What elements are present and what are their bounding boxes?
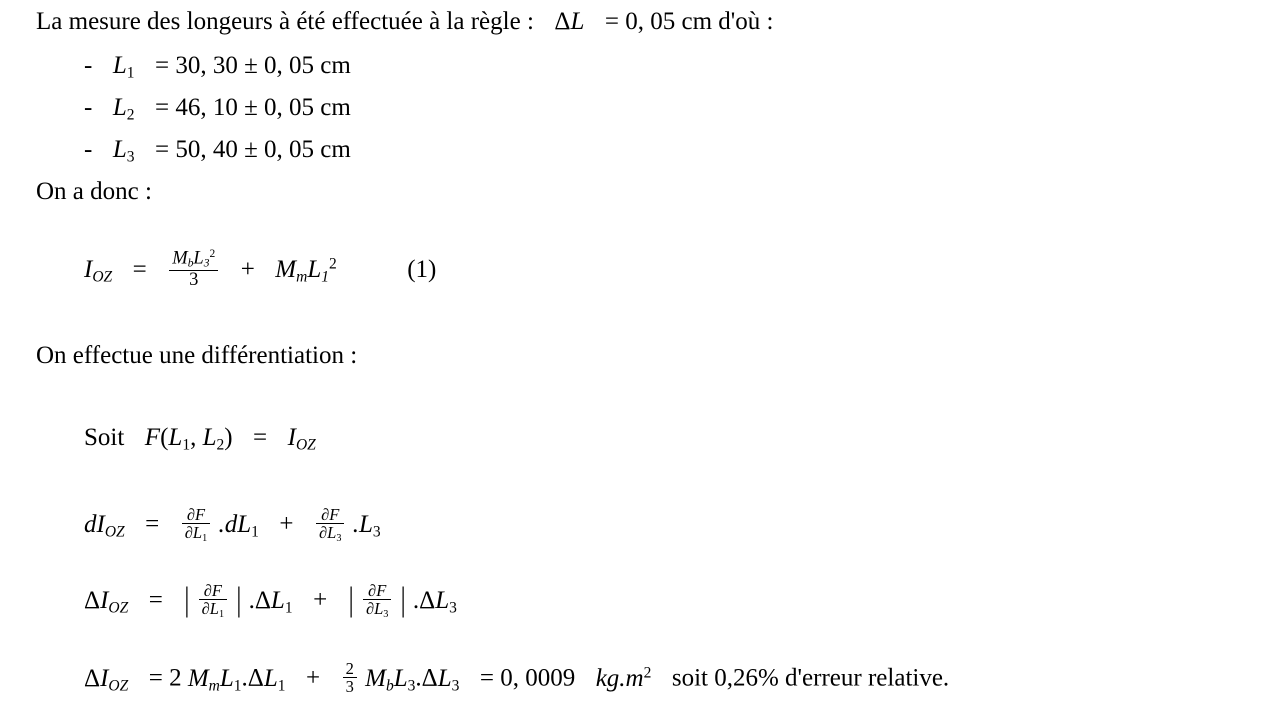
final-tail-text: soit 0,26% d'erreur relative. <box>671 664 950 692</box>
soit-paren-close: ) <box>224 424 233 451</box>
measurement-symbol: $L_3$ <box>112 136 135 166</box>
final-equals-2: = 0, 0009 <box>479 664 576 692</box>
partial-derivative-2 <box>316 506 344 545</box>
intro-line <box>36 8 773 36</box>
eq1-fraction <box>169 248 218 290</box>
measurement-item <box>84 94 351 123</box>
unc-term2: $.\Delta L_3$ <box>412 586 457 617</box>
final-equals-1: = 2 <box>148 664 182 692</box>
pd2-denominator: $\partial L_3$ <box>316 523 344 545</box>
diff-term1: $.dL_1$ <box>218 510 259 541</box>
eq1-fraction-denominator: 3 <box>169 270 218 290</box>
eq1-term2: $M_mL_1^2$ <box>275 255 337 286</box>
pd1-numerator: ∂F <box>186 505 206 524</box>
pd1-numerator: ∂F <box>203 581 222 600</box>
abs-bar-open-1: | <box>184 581 190 619</box>
pd1-denominator: $\partial L_1$ <box>182 523 210 545</box>
unc-lhs: $\Delta I_{OZ}$ <box>84 586 129 617</box>
final-fraction <box>343 660 357 696</box>
bullet: - <box>84 94 93 121</box>
final-fraction-numerator: 2 <box>345 659 354 678</box>
soit-paren-open: ( <box>160 424 169 451</box>
unc-equals: = <box>148 586 163 614</box>
final-result-equation <box>84 660 949 696</box>
intro-text: La mesure des longeurs à été effectuée à la règle : <box>36 8 534 35</box>
soit-rhs: $I_{OZ}$ <box>287 424 316 454</box>
measurement-value: = 30, 30 ± 0, 05 cm <box>154 52 351 79</box>
final-dot-1: .Δ <box>241 664 264 692</box>
measurement-value: = 50, 40 ± 0, 05 cm <box>154 136 351 163</box>
final-unit: $kg.m^2$ <box>595 664 652 692</box>
uncertainty-equation <box>84 582 457 621</box>
pd2-numerator: ∂F <box>368 581 387 600</box>
intro-value: = 0, 05 cm d'où : <box>604 8 774 35</box>
equation-1 <box>84 248 436 290</box>
pd2-denominator: $\partial L_3$ <box>363 599 391 621</box>
soit-comma: , <box>190 424 197 451</box>
delta-symbol: Δ <box>554 8 571 35</box>
bullet: - <box>84 52 93 79</box>
eq1-lhs: $I_{OZ}$ <box>84 255 113 286</box>
partial-derivative-1 <box>199 582 227 621</box>
abs-bar-close-2: | <box>400 581 406 619</box>
final-term2: $M_bL_3$ <box>365 664 416 695</box>
measurement-item <box>84 52 351 81</box>
soit-line <box>84 424 316 453</box>
diff-equals: = <box>145 510 160 538</box>
final-term1: $M_mL_1$ <box>187 664 242 695</box>
measurement-item <box>84 136 351 165</box>
soit-prefix: Soit <box>84 424 125 451</box>
on-a-donc-text: On a donc : <box>36 178 152 205</box>
soit-arg1: $L_1$ <box>168 424 191 454</box>
eq1-plus: + <box>240 255 255 283</box>
pd1-denominator: $\partial L_1$ <box>199 599 227 621</box>
measurement-value: = 46, 10 ± 0, 05 cm <box>154 94 351 121</box>
pd2-numerator: ∂F <box>321 505 340 524</box>
unc-plus: + <box>313 586 328 614</box>
equation-number: (1) <box>407 255 437 283</box>
measurement-symbol: $L_2$ <box>112 94 135 124</box>
abs-bar-open-2: | <box>348 581 354 619</box>
final-term1b: $L_1$ <box>263 664 286 695</box>
differentiation-text: On effectue une différentiation : <box>36 342 358 369</box>
abs-bar-close-1: | <box>236 581 242 619</box>
differential-equation <box>84 506 381 545</box>
soit-equals: = <box>253 424 268 451</box>
eq1-fraction-numerator: $M_bL_3^2$ <box>172 248 216 270</box>
diff-term2: $.L_3$ <box>352 510 381 541</box>
final-term2b: $L_3$ <box>437 664 460 695</box>
measurement-symbol: $L_1$ <box>112 52 135 82</box>
final-dot-2: .Δ <box>415 664 438 692</box>
diff-plus: + <box>279 510 294 538</box>
bullet: - <box>84 136 93 163</box>
unc-term1: $.\Delta L_1$ <box>248 586 293 617</box>
diff-lhs: $dI_{OZ}$ <box>84 510 125 541</box>
final-fraction-denominator: 3 <box>343 677 357 695</box>
partial-derivative-1 <box>182 506 210 545</box>
partial-derivative-2 <box>363 582 391 621</box>
soit-function: F <box>144 424 161 451</box>
final-lhs: $\Delta I_{OZ}$ <box>84 664 129 695</box>
L-symbol: L <box>570 8 585 35</box>
eq1-equals: = <box>132 255 147 283</box>
soit-arg2: $L_2$ <box>202 424 225 454</box>
final-plus: + <box>306 664 321 692</box>
